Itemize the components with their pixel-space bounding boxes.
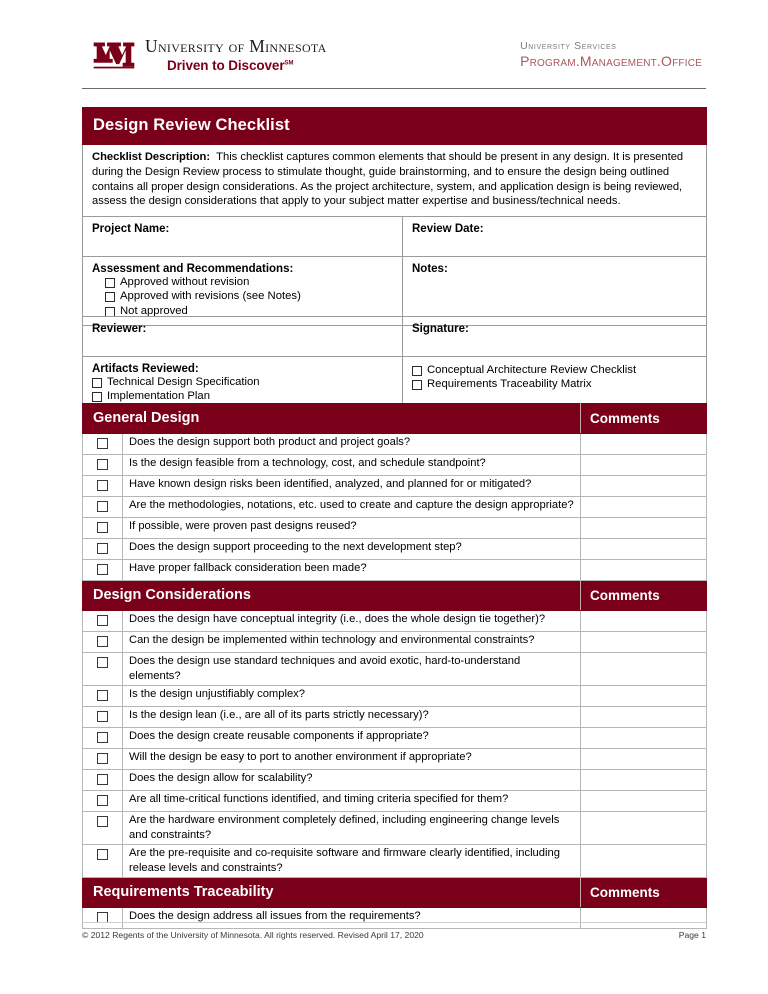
checklist-row bbox=[83, 728, 707, 749]
checklist-item-text: Will the design be easy to port to another environment if appropriate? bbox=[123, 749, 581, 770]
comments-cell[interactable] bbox=[581, 770, 707, 791]
checklist-checkbox-cell[interactable] bbox=[83, 791, 123, 812]
checklist-checkbox-cell[interactable] bbox=[83, 632, 123, 653]
reviewer-signature-table bbox=[82, 316, 707, 412]
reviewer-row bbox=[83, 317, 707, 357]
assessment-option[interactable] bbox=[92, 276, 393, 289]
checklist-row bbox=[83, 455, 707, 476]
comments-cell[interactable] bbox=[581, 845, 707, 878]
checkbox-icon[interactable] bbox=[92, 392, 102, 402]
checklist-row bbox=[83, 539, 707, 560]
checkbox-icon[interactable] bbox=[97, 849, 108, 860]
checklist-checkbox-cell[interactable] bbox=[83, 770, 123, 791]
tagline-trademark: SM bbox=[284, 60, 294, 66]
checklist-checkbox-cell[interactable] bbox=[83, 653, 123, 686]
checkbox-icon[interactable] bbox=[97, 732, 108, 743]
checklist-checkbox-cell[interactable] bbox=[83, 455, 123, 476]
checklist-item-text: Are all time-critical functions identified, and timing criteria specified for them? bbox=[123, 791, 581, 812]
checklist-row bbox=[83, 497, 707, 518]
checklist-item-text: Are the hardware environment completely defined, including engineering change levels and constraints? bbox=[123, 812, 581, 845]
checkbox-icon[interactable] bbox=[97, 522, 108, 533]
checklist-item-text: Are the methodologies, notations, etc. used to create and capture the design appropriate? bbox=[123, 497, 581, 518]
option-label: Not approved bbox=[120, 304, 188, 317]
checklist-checkbox-cell[interactable] bbox=[83, 845, 123, 878]
checklist-item-text: Is the design unjustifiably complex? bbox=[123, 686, 581, 707]
checklist-checkbox-cell[interactable] bbox=[83, 611, 123, 632]
checklist-checkbox-cell[interactable] bbox=[83, 812, 123, 845]
checklist-item-text: Does the design create reusable components if appropriate? bbox=[123, 728, 581, 749]
checklist-row bbox=[83, 707, 707, 728]
assessment-option[interactable] bbox=[92, 290, 393, 303]
unit-line-2: Program.Management.Office bbox=[520, 53, 702, 70]
checklist-checkbox-cell[interactable] bbox=[83, 728, 123, 749]
comments-column-header: Comments bbox=[581, 404, 707, 434]
checkbox-icon[interactable] bbox=[97, 774, 108, 785]
checkbox-icon[interactable] bbox=[97, 615, 108, 626]
checklist-item-text: Are the pre-requisite and co-requisite software and firmware clearly identified, including release levels and constraints? bbox=[123, 845, 581, 878]
comments-cell[interactable] bbox=[581, 707, 707, 728]
assessment-label: Assessment and Recommendations: bbox=[92, 263, 294, 276]
comments-cell[interactable] bbox=[581, 611, 707, 632]
checklist-item-text: Have proper fallback consideration been made? bbox=[123, 560, 581, 581]
checklist-checkbox-cell[interactable] bbox=[83, 908, 123, 929]
checkbox-icon[interactable] bbox=[97, 795, 108, 806]
comments-cell[interactable] bbox=[581, 812, 707, 845]
checklist-item-text: Does the design address all issues from the requirements? bbox=[123, 908, 581, 929]
checkbox-icon[interactable] bbox=[92, 378, 102, 388]
checkbox-icon[interactable] bbox=[97, 636, 108, 647]
checkbox-icon[interactable] bbox=[97, 480, 108, 491]
checklist-item-text: Does the design have conceptual integrity (i.e., does the whole design tie together)? bbox=[123, 611, 581, 632]
section-header-row bbox=[83, 581, 707, 611]
checklist-item-text: Does the design support proceeding to the next development step? bbox=[123, 539, 581, 560]
page-number: Page 1 bbox=[678, 930, 706, 940]
checklist-item-text: Does the design use standard techniques and avoid exotic, hard-to-understand elements? bbox=[123, 653, 581, 686]
option-label: Conceptual Architecture Review Checklist bbox=[427, 364, 637, 376]
option-label: Approved without revision bbox=[120, 276, 250, 289]
comments-cell[interactable] bbox=[581, 686, 707, 707]
artifacts-options-right bbox=[412, 364, 697, 392]
checklist-row bbox=[83, 791, 707, 812]
signature-field[interactable]: Signature: bbox=[403, 317, 707, 357]
reviewer-field[interactable]: Reviewer: bbox=[83, 317, 403, 357]
artifact-option[interactable] bbox=[412, 378, 697, 391]
artifacts-label: Artifacts Reviewed: bbox=[92, 363, 199, 375]
checklist-checkbox-cell[interactable] bbox=[83, 560, 123, 581]
checkbox-icon[interactable] bbox=[412, 380, 422, 390]
checklist-item-text: Can the design be implemented within technology and environmental constraints? bbox=[123, 632, 581, 653]
comments-cell[interactable] bbox=[581, 749, 707, 770]
checklist-item-text: Does the design support both product and project goals? bbox=[123, 434, 581, 455]
checklist-checkbox-cell[interactable] bbox=[83, 476, 123, 497]
artifact-option[interactable] bbox=[412, 364, 697, 377]
checklist-row bbox=[83, 908, 707, 929]
review-date-field[interactable]: Review Date: bbox=[403, 217, 707, 257]
description-row bbox=[83, 145, 707, 217]
checklist-checkbox-cell[interactable] bbox=[83, 518, 123, 539]
section-title: Design Considerations bbox=[83, 581, 581, 611]
comments-cell[interactable] bbox=[581, 653, 707, 686]
checkbox-icon[interactable] bbox=[97, 816, 108, 827]
comments-cell[interactable] bbox=[581, 632, 707, 653]
copyright-text: © 2012 Regents of the University of Minnesota. All rights reserved. Revised April 17, 2020 bbox=[82, 930, 424, 940]
section-title: General Design bbox=[83, 404, 581, 434]
artifact-option[interactable] bbox=[92, 390, 393, 403]
title-row bbox=[83, 108, 707, 145]
option-label: Implementation Plan bbox=[107, 390, 210, 403]
checklist-item-text: Have known design risks been identified, analyzed, and planned for or mitigated? bbox=[123, 476, 581, 497]
checkbox-icon[interactable] bbox=[97, 543, 108, 554]
document-info-table bbox=[82, 107, 707, 326]
university-tagline: Driven to Discover℠ bbox=[167, 57, 294, 73]
project-name-field[interactable]: Project Name: bbox=[83, 217, 403, 257]
comments-column-header: Comments bbox=[581, 878, 707, 908]
checklist-row bbox=[83, 845, 707, 878]
comments-cell[interactable] bbox=[581, 518, 707, 539]
checkbox-icon[interactable] bbox=[97, 438, 108, 449]
university-name: University of Minnesota bbox=[145, 36, 327, 56]
checkbox-icon[interactable] bbox=[105, 278, 115, 288]
comments-column-header: Comments bbox=[581, 581, 707, 611]
option-label: Requirements Traceability Matrix bbox=[427, 378, 592, 391]
comments-cell[interactable] bbox=[581, 728, 707, 749]
umn-wordmark bbox=[145, 38, 327, 72]
checkbox-icon[interactable] bbox=[412, 366, 422, 376]
comments-cell[interactable] bbox=[581, 539, 707, 560]
option-label: Technical Design Specification bbox=[107, 376, 260, 388]
comments-cell[interactable] bbox=[581, 560, 707, 581]
checkbox-icon[interactable] bbox=[97, 657, 108, 668]
comments-cell[interactable] bbox=[581, 434, 707, 455]
checklist-checkbox-cell[interactable] bbox=[83, 707, 123, 728]
checklist-checkbox-cell[interactable] bbox=[83, 497, 123, 518]
page-footer bbox=[82, 930, 706, 940]
checklist-row bbox=[83, 434, 707, 455]
option-label: Approved with revisions (see Notes) bbox=[120, 290, 301, 303]
assessment-options bbox=[92, 276, 393, 318]
comments-cell[interactable] bbox=[581, 908, 707, 929]
project-row bbox=[83, 217, 707, 257]
checklist-row bbox=[83, 611, 707, 632]
comments-cell[interactable] bbox=[581, 791, 707, 812]
checklist-description bbox=[83, 145, 707, 217]
checklist-checkbox-cell[interactable] bbox=[83, 434, 123, 455]
comments-cell[interactable] bbox=[581, 476, 707, 497]
comments-cell[interactable] bbox=[581, 455, 707, 476]
checklist-row bbox=[83, 632, 707, 653]
checklist-row bbox=[83, 518, 707, 539]
checklist-item-text: Does the design allow for scalability? bbox=[123, 770, 581, 791]
unit-line-1: University Services bbox=[520, 40, 617, 52]
checklist-row bbox=[83, 686, 707, 707]
checklist-checkbox-cell[interactable] bbox=[83, 749, 123, 770]
description-label: Checklist Description: bbox=[92, 151, 211, 163]
checklist-row bbox=[83, 476, 707, 497]
page-title: Design Review Checklist bbox=[83, 108, 707, 145]
checkbox-icon[interactable] bbox=[97, 501, 108, 512]
section-header-row bbox=[83, 878, 707, 908]
comments-cell[interactable] bbox=[581, 497, 707, 518]
page-header bbox=[82, 36, 706, 84]
checkbox-icon[interactable] bbox=[97, 459, 108, 470]
artifacts-options-left bbox=[92, 376, 393, 404]
checklist-item-text: Is the design feasible from a technology, cost, and schedule standpoint? bbox=[123, 455, 581, 476]
checklist-table bbox=[82, 403, 707, 929]
checkbox-icon[interactable] bbox=[97, 753, 108, 764]
checklist-row bbox=[83, 770, 707, 791]
checklist-checkbox-cell[interactable] bbox=[83, 686, 123, 707]
section-title: Requirements Traceability bbox=[83, 878, 581, 908]
pmo-unit-lockup bbox=[520, 40, 702, 70]
checklist-sections bbox=[82, 403, 706, 929]
section-header-row bbox=[83, 404, 707, 434]
umn-logo-lockup bbox=[92, 38, 327, 72]
checklist-row bbox=[83, 749, 707, 770]
description-text: This checklist captures common elements that should be present in any design. It is presented during the Design Review process to stimulate thought, guide brainstorming, and to ensure the design being outlined contains all proper design considerations. As the project architecture, system, and application design is being reviewed, assess the design considerations that apply to your subject matter expertise and business/technical needs. bbox=[92, 151, 684, 208]
checkbox-icon[interactable] bbox=[97, 564, 108, 575]
checklist-row bbox=[83, 812, 707, 845]
checklist-row bbox=[83, 560, 707, 581]
umn-block-m-logo-icon bbox=[92, 39, 136, 71]
checklist-item-text: Is the design lean (i.e., are all of its parts strictly necessary)? bbox=[123, 707, 581, 728]
checklist-checkbox-cell[interactable] bbox=[83, 539, 123, 560]
checkbox-icon[interactable] bbox=[97, 690, 108, 701]
checkbox-icon[interactable] bbox=[97, 711, 108, 722]
checklist-row bbox=[83, 653, 707, 686]
footer-divider bbox=[82, 922, 706, 923]
header-divider bbox=[82, 88, 706, 89]
checkbox-icon[interactable] bbox=[105, 292, 115, 302]
artifact-option[interactable] bbox=[92, 376, 393, 389]
notes-field[interactable]: Notes: bbox=[403, 257, 707, 326]
checklist-item-text: If possible, were proven past designs reused? bbox=[123, 518, 581, 539]
